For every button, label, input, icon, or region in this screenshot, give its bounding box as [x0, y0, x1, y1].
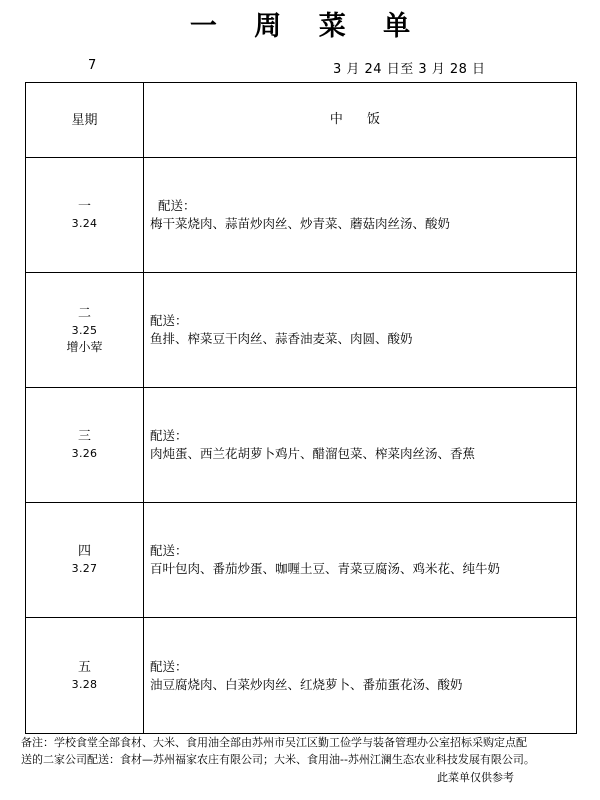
lunch-cell	[144, 158, 576, 272]
day-name: 三	[77, 429, 91, 444]
date-range: 3 月 24 日至 3 月 28 日	[333, 62, 486, 77]
footnote	[21, 734, 591, 768]
dishes: 鱼排、榨菜豆干肉丝、蒜香油麦菜、肉圆、酸奶	[150, 331, 413, 346]
day-date: 3.28	[71, 677, 98, 691]
lunch-cell	[144, 503, 576, 617]
delivery-label: 配送：	[150, 543, 188, 558]
delivery-label: 配送：	[158, 198, 196, 213]
day-date: 3.24	[71, 217, 98, 230]
lunch-cell	[144, 388, 576, 502]
dishes: 肉炖蛋、西兰花胡萝卜鸡片、醋溜包菜、榨菜肉丝汤、香蕉	[150, 446, 476, 461]
delivery-label: 配送：	[150, 313, 188, 328]
day-cell	[26, 503, 144, 617]
delivery-label: 配送：	[150, 658, 188, 674]
dishes: 油豆腐烧肉、白菜炒肉丝、红烧萝卜、番茄蛋花汤、酸奶	[150, 676, 463, 692]
day-date: 3.27	[71, 562, 98, 575]
table-row	[26, 158, 576, 273]
day-date: 3.25	[71, 323, 98, 337]
week-number: 7	[88, 58, 97, 73]
page-title: 一 周 菜 单	[189, 11, 425, 42]
header-lunch: 中 饭	[329, 112, 391, 127]
day-note: 增小荤	[66, 339, 103, 354]
footnote-line: 备注：学校食堂全部食材、大米、食用油全部由苏州市吴江区勤工俭学与装备管理办公室招标采购定点配	[21, 736, 527, 749]
day-date: 3.26	[71, 447, 98, 460]
menu-table	[25, 82, 577, 734]
day-name: 一	[77, 199, 91, 214]
table-row	[26, 503, 576, 618]
day-name: 五	[77, 659, 91, 675]
table-row	[26, 388, 576, 503]
lunch-cell	[144, 273, 576, 387]
day-cell	[26, 388, 144, 502]
table-header-row	[26, 83, 576, 158]
dishes: 百叶包肉、番茄炒蛋、咖喱土豆、青菜豆腐汤、鸡米花、纯牛奶	[150, 561, 501, 576]
day-name: 四	[77, 544, 91, 559]
delivery-label: 配送：	[150, 428, 188, 443]
header-day: 星期	[26, 83, 144, 157]
table-row	[26, 618, 576, 733]
reference-note: 此菜单仅供参考	[437, 771, 514, 784]
day-cell	[26, 273, 144, 387]
day-cell	[26, 158, 144, 272]
footnote-line: 送的二家公司配送：食材—苏州福家农庄有限公司；大米、食用油--苏州江澜生态农业科技发展有限公司。	[21, 753, 535, 766]
day-cell	[26, 618, 144, 733]
table-row	[26, 273, 576, 388]
day-name: 二	[77, 305, 91, 321]
lunch-cell	[144, 618, 576, 733]
dishes: 梅干菜烧肉、蒜苗炒肉丝、炒青菜、蘑菇肉丝汤、酸奶	[150, 216, 451, 231]
